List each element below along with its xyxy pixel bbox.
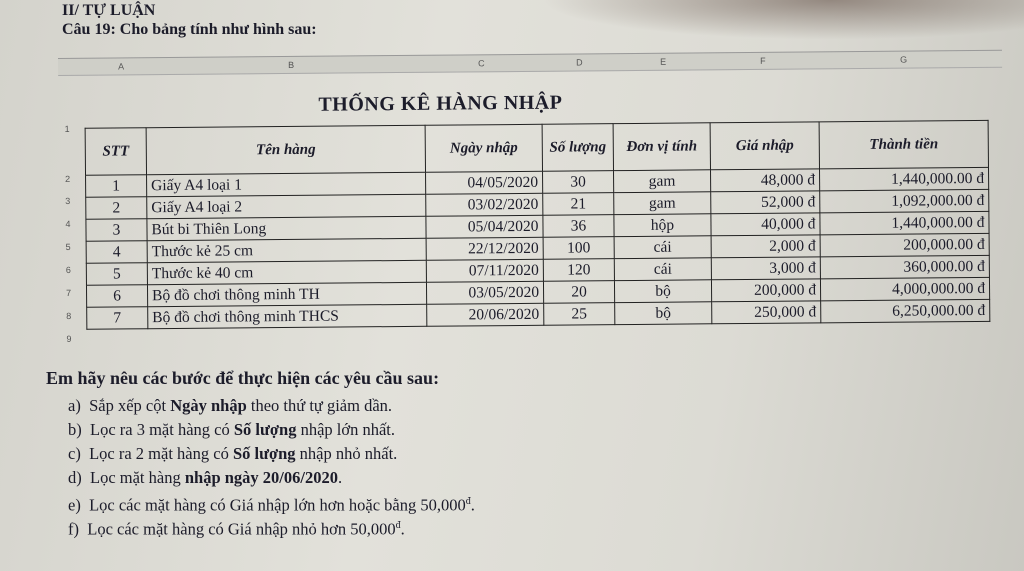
cell-ten-hang: Bút bi Thiên Long (147, 216, 426, 240)
cell-don-vi-tinh: bộ (615, 302, 712, 325)
row-number: 9 (66, 333, 72, 344)
cell-ngay-nhap: 03/05/2020 (426, 281, 543, 304)
col-letter-e: E (660, 56, 667, 67)
question-text: Câu 19: Cho bảng tính như hình sau: (62, 21, 317, 38)
cell-ngay-nhap: 22/12/2020 (426, 237, 543, 260)
cell-thanh-tien: 1,092,000.00 đ (820, 189, 989, 212)
task-item: c) Lọc ra 2 mặt hàng có Số lượng nhập nhỏ nhất. (68, 444, 398, 463)
col-header-stt: STT (85, 128, 146, 176)
cell-gia-nhap: 250,000 đ (712, 301, 821, 324)
cell-gia-nhap: 200,000 đ (711, 279, 820, 302)
cell-don-vi-tinh: bộ (614, 280, 711, 303)
task-list (68, 394, 475, 538)
finger-shadow (540, 0, 1024, 40)
table-header-row (85, 120, 988, 175)
row-number-column (58, 74, 86, 350)
cell-ten-hang: Giấy A4 loại 1 (147, 172, 426, 196)
cell-so-luong: 100 (543, 237, 614, 260)
task-item: b) Lọc ra 3 mặt hàng có Số lượng nhập lớn nhất. (68, 420, 396, 439)
column-header-bar (58, 50, 1002, 76)
col-letter-a: A (118, 61, 125, 72)
cell-ngay-nhap: 04/05/2020 (426, 171, 543, 194)
cell-stt: 4 (86, 241, 147, 264)
cell-thanh-tien: 1,440,000.00 đ (819, 167, 988, 190)
cell-so-luong: 20 (543, 281, 614, 304)
cell-ten-hang: Bộ đồ chơi thông minh THCS (148, 304, 427, 328)
row-number: 4 (65, 218, 71, 229)
cell-stt: 1 (86, 175, 147, 198)
cell-thanh-tien: 4,000,000.00 đ (820, 277, 989, 300)
col-letter-d: D (576, 57, 583, 68)
col-letter-b: B (288, 59, 295, 70)
import-goods-table (85, 120, 991, 330)
col-header-thanh-tien: Thành tiền (819, 120, 988, 168)
col-header-so-luong: Số lượng (542, 124, 613, 172)
cell-don-vi-tinh: gam (614, 170, 711, 193)
cell-thanh-tien: 1,440,000.00 đ (820, 211, 989, 234)
cell-so-luong: 30 (543, 171, 614, 194)
cell-stt: 3 (86, 219, 147, 242)
col-header-ngay-nhap: Ngày nhập (425, 124, 542, 172)
cell-stt: 6 (86, 285, 147, 308)
spreadsheet (58, 50, 1005, 350)
col-letter-g: G (900, 54, 908, 65)
section-heading: II/ TỰ LUẬN (62, 2, 156, 19)
cell-don-vi-tinh: cái (614, 258, 711, 281)
cell-ten-hang: Thước kẻ 25 cm (147, 238, 426, 262)
cell-don-vi-tinh: hộp (614, 214, 711, 237)
cell-ngay-nhap: 20/06/2020 (427, 303, 544, 326)
cell-don-vi-tinh: gam (614, 192, 711, 215)
table-title: THỐNG KÊ HÀNG NHẬP (318, 91, 563, 116)
cell-gia-nhap: 40,000 đ (711, 213, 820, 236)
col-header-gia-nhap: Giá nhập (710, 122, 819, 170)
row-number: 6 (65, 264, 71, 275)
row-number: 5 (65, 241, 71, 252)
cell-stt: 7 (87, 307, 148, 330)
task-item: f) Lọc các mặt hàng có Giá nhập nhỏ hơn $50,000^đ$. (68, 519, 405, 539)
row-number: 3 (65, 195, 71, 206)
task-item: d) Lọc mặt hàng nhập ngày 20/06/2020. (68, 468, 343, 487)
task-item: a) Sắp xếp cột Ngày nhập theo thứ tự giảm dần. (68, 396, 393, 415)
row-number: 8 (66, 310, 72, 321)
cell-ten-hang: Bộ đồ chơi thông minh TH (147, 282, 426, 306)
cell-stt: 5 (86, 263, 147, 286)
cell-gia-nhap: 48,000 đ (711, 169, 820, 192)
cell-stt: 2 (86, 197, 147, 220)
cell-ngay-nhap: 05/04/2020 (426, 215, 543, 238)
cell-ngay-nhap: 07/11/2020 (426, 259, 543, 282)
cell-so-luong: 25 (544, 303, 615, 326)
cell-so-luong: 21 (543, 193, 614, 216)
cell-don-vi-tinh: cái (614, 236, 711, 259)
cell-ten-hang: Giấy A4 loại 2 (147, 194, 426, 218)
cell-ngay-nhap: 03/02/2020 (426, 193, 543, 216)
cell-gia-nhap: 3,000 đ (711, 257, 820, 280)
cell-so-luong: 36 (543, 215, 614, 238)
cell-thanh-tien: 6,250,000.00 đ (821, 299, 990, 322)
col-letter-f: F (760, 55, 766, 66)
cell-gia-nhap: 2,000 đ (711, 235, 820, 258)
col-header-don-vi-tinh: Đơn vị tính (613, 123, 710, 171)
row-number: 1 (64, 123, 70, 134)
cell-gia-nhap: 52,000 đ (711, 191, 820, 214)
col-letter-c: C (478, 58, 485, 69)
row-number: 2 (65, 173, 71, 184)
row-number: 7 (66, 287, 72, 298)
instructions-heading: Em hãy nêu các bước để thực hiện các yêu cầu sau: (46, 368, 440, 388)
cell-thanh-tien: 360,000.00 đ (820, 255, 989, 278)
cell-ten-hang: Thước kẻ 40 cm (147, 260, 426, 284)
cell-so-luong: 120 (543, 259, 614, 282)
col-header-ten-hang: Tên hàng (146, 125, 425, 174)
task-item: e) Lọc các mặt hàng có Giá nhập lớn hơn hoặc bằng $50,000^đ$. (68, 495, 475, 515)
cell-thanh-tien: 200,000.00 đ (820, 233, 989, 256)
